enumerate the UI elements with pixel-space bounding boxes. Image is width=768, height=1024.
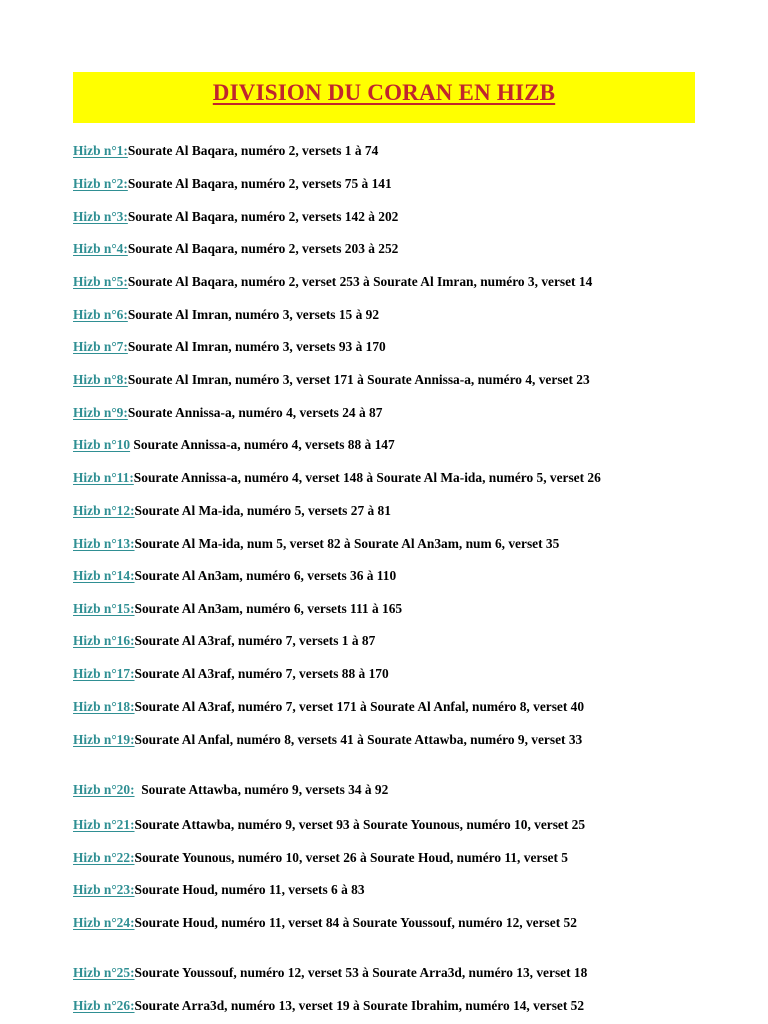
hizb-entry [73,997,584,1014]
hizb-description: Sourate Al A3raf, numéro 7, versets 1 à 87 [134,633,376,648]
hizb-description: Sourate Al Baqara, numéro 2, versets 203 à 252 [127,241,399,256]
hizb-link[interactable]: Hizb n°9: [73,405,128,420]
hizb-entry [73,698,584,715]
hizb-entry [73,535,559,552]
hizb-description: Sourate Al Imran, numéro 3, versets 93 à 170 [127,339,386,354]
hizb-entry [73,502,391,519]
hizb-link[interactable]: Hizb n°21: [73,817,135,832]
title-banner [73,72,695,123]
hizb-description: Sourate Youssouf, numéro 12, verset 53 à Sourate Arra3d, numéro 13, verset 18 [134,965,588,980]
hizb-link[interactable]: Hizb n°10 [73,437,131,452]
hizb-entry [73,175,392,192]
hizb-entry [73,816,585,833]
hizb-link[interactable]: Hizb n°11: [73,470,134,485]
hizb-entry [73,914,577,931]
hizb-entry [73,436,395,453]
hizb-link[interactable]: Hizb n°15: [73,601,135,616]
hizb-entry [73,849,568,866]
hizb-description: Sourate Al Baqara, numéro 2, versets 142 à 202 [127,209,399,224]
hizb-description: Sourate Annissa-a, numéro 4, verset 148 à Sourate Al Ma-ida, numéro 5, verset 26 [133,470,601,485]
hizb-link[interactable]: Hizb n°13: [73,536,135,551]
hizb-link[interactable]: Hizb n°18: [73,699,135,714]
hizb-entry [73,731,582,748]
hizb-link[interactable]: Hizb n°1: [73,143,128,158]
hizb-entry [73,208,398,225]
hizb-description: Sourate Annissa-a, numéro 4, versets 24 à 87 [127,405,383,420]
hizb-link[interactable]: Hizb n°26: [73,998,135,1013]
hizb-entry [73,371,590,388]
hizb-description: Sourate Annissa-a, numéro 4, versets 88 à 147 [130,437,395,452]
hizb-link[interactable]: Hizb n°6: [73,307,128,322]
hizb-link[interactable]: Hizb n°25: [73,965,135,980]
hizb-description: Sourate Al A3raf, numéro 7, versets 88 à 170 [134,666,389,681]
hizb-description: Sourate Attawba, numéro 9, versets 34 à 92 [134,782,389,797]
hizb-description: Sourate Al Baqara, numéro 2, versets 75 à 141 [127,176,392,191]
hizb-link[interactable]: Hizb n°8: [73,372,128,387]
hizb-description: Sourate Arra3d, numéro 13, verset 19 à Sourate Ibrahim, numéro 14, verset 52 [134,998,585,1013]
hizb-link[interactable]: Hizb n°23: [73,882,135,897]
hizb-link[interactable]: Hizb n°2: [73,176,128,191]
hizb-description: Sourate Al A3raf, numéro 7, verset 171 à Sourate Al Anfal, numéro 8, verset 40 [134,699,585,714]
hizb-entry [73,567,396,584]
hizb-entry [73,404,382,421]
hizb-entry [73,600,402,617]
page-title: DIVISION DU CORAN EN HIZB [212,80,556,105]
hizb-entry [73,273,592,290]
hizb-description: Sourate Al Imran, numéro 3, versets 15 à 92 [127,307,380,322]
hizb-entry [73,964,587,981]
hizb-link[interactable]: Hizb n°20: [73,782,135,797]
hizb-link[interactable]: Hizb n°12: [73,503,135,518]
hizb-link[interactable]: Hizb n°22: [73,850,135,865]
hizb-description: Sourate Al An3am, numéro 6, versets 111 à 165 [134,601,403,616]
hizb-description: Sourate Al Anfal, numéro 8, versets 41 à Sourate Attawba, numéro 9, verset 33 [134,732,583,747]
hizb-link[interactable]: Hizb n°17: [73,666,135,681]
hizb-link[interactable]: Hizb n°7: [73,339,128,354]
hizb-description: Sourate Al Ma-ida, numéro 5, versets 27 à 81 [134,503,391,518]
hizb-entry [73,240,398,257]
hizb-entry [73,306,379,323]
hizb-link[interactable]: Hizb n°3: [73,209,128,224]
hizb-description: Sourate Al Baqara, numéro 2, verset 253 à Sourate Al Imran, numéro 3, verset 14 [127,274,593,289]
hizb-entry [73,338,386,355]
hizb-entry [73,881,365,898]
hizb-description: Sourate Al Ma-ida, num 5, verset 82 à Sourate Al An3am, num 6, verset 35 [134,536,560,551]
hizb-link[interactable]: Hizb n°14: [73,568,135,583]
hizb-description: Sourate Younous, numéro 10, verset 26 à Sourate Houd, numéro 11, verset 5 [134,850,568,865]
hizb-link[interactable]: Hizb n°19: [73,732,135,747]
hizb-description: Sourate Attawba, numéro 9, verset 93 à Sourate Younous, numéro 10, verset 25 [134,817,586,832]
hizb-description: Sourate Houd, numéro 11, verset 84 à Sourate Youssouf, numéro 12, verset 52 [134,915,577,930]
hizb-entry [73,781,388,798]
hizb-entry [73,632,375,649]
hizb-description: Sourate Al Baqara, numéro 2, versets 1 à 74 [127,143,379,158]
hizb-description: Sourate Al Imran, numéro 3, verset 171 à Sourate Annissa-a, numéro 4, verset 23 [127,372,590,387]
hizb-link[interactable]: Hizb n°24: [73,915,135,930]
hizb-link[interactable]: Hizb n°16: [73,633,135,648]
hizb-link[interactable]: Hizb n°5: [73,274,128,289]
hizb-entry [73,469,601,486]
hizb-entry [73,665,389,682]
hizb-entry [73,142,378,159]
hizb-link[interactable]: Hizb n°4: [73,241,128,256]
hizb-description: Sourate Houd, numéro 11, versets 6 à 83 [134,882,365,897]
hizb-description: Sourate Al An3am, numéro 6, versets 36 à 110 [134,568,397,583]
